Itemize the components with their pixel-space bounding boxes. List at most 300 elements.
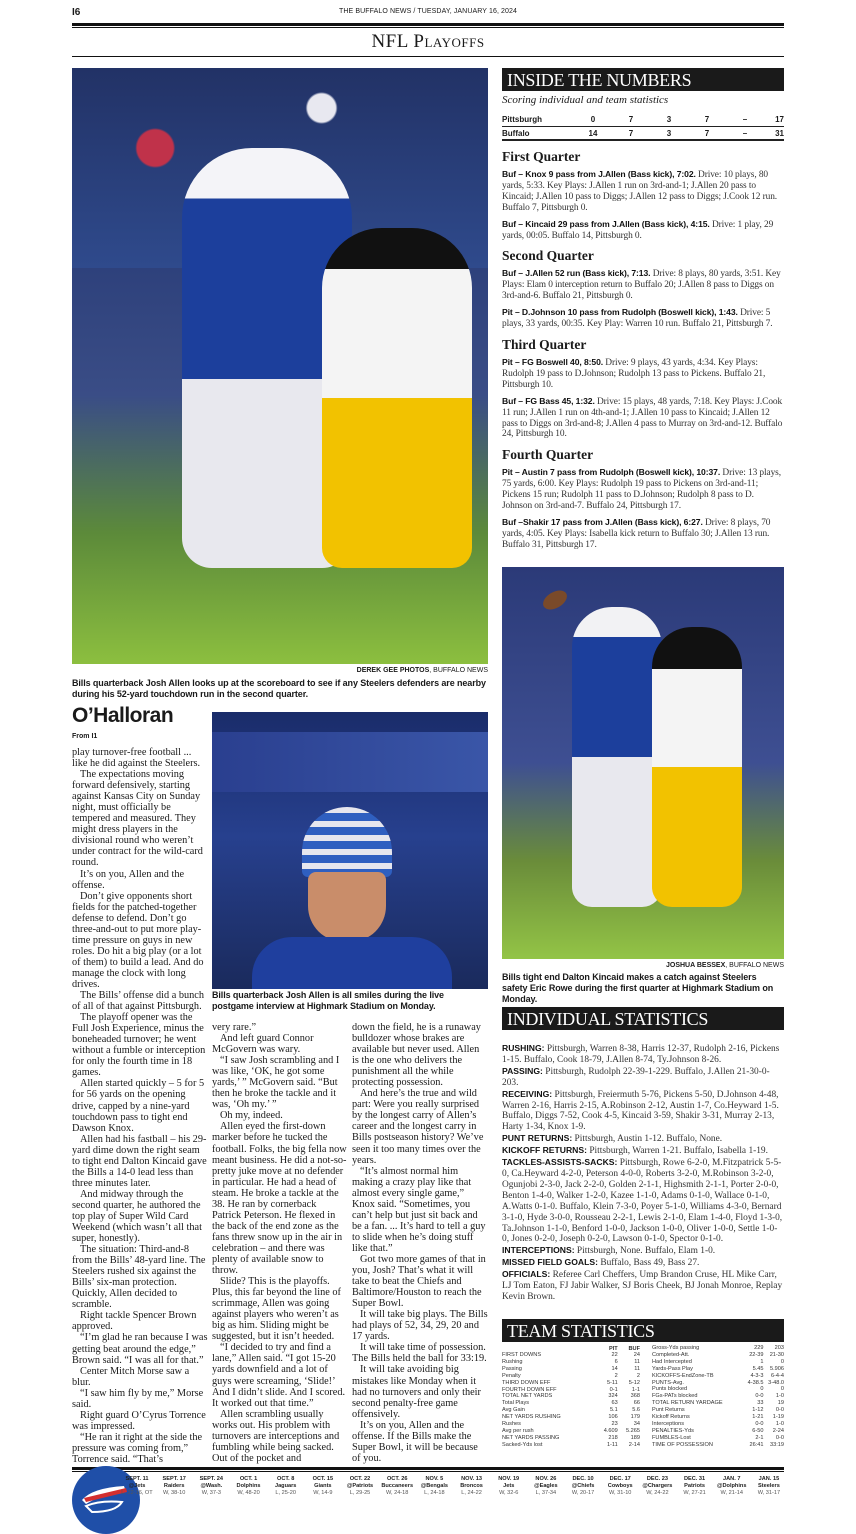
quarter-score: 7	[704, 115, 710, 124]
schedule-game	[343, 1476, 377, 1497]
game-opponent: @Bengals	[420, 1483, 448, 1489]
section-title: NFL Playoffs	[371, 31, 485, 52]
article-paragraph: The playoff opener was the Full Josh Experience, minus the boneheaded turnover; he went without a fumble or interception for only the fourth time in 18 games.	[72, 1012, 206, 1079]
team-stats-right	[652, 1345, 784, 1449]
header-blank	[502, 1345, 595, 1352]
photo-backdrop-banner	[212, 732, 488, 792]
stat-value: 5-12	[628, 1379, 640, 1386]
stat-value: 2	[614, 1372, 618, 1379]
stat-value: 5.265	[626, 1427, 640, 1434]
team-stats-row	[502, 1380, 640, 1387]
linescore-row	[502, 113, 784, 127]
scoring-play-detail: Drive: 1 play, 29 yards, 00:05. Buffalo 14, Pittsburgh 0.	[502, 219, 774, 241]
team-stats-row	[502, 1352, 640, 1359]
stat-value: 66	[633, 1400, 640, 1407]
credit-org: , BUFFALO NEWS	[725, 962, 784, 969]
team-stats-row	[502, 1373, 640, 1380]
team-stats-row	[502, 1400, 640, 1407]
stat-value: 1-0	[775, 1393, 784, 1400]
stat-text: Referee Carl Cheffers, Ump Brandon Cruse, HL Mike Carr, LJ Tom Eaton, FJ Jabir Walker, SJ Boris Cheek, BJ Jonah Monroe, Replay Kevin Brown.	[502, 1270, 783, 1302]
stat-name: Avg per rush	[502, 1427, 534, 1434]
stat-value: 14	[611, 1365, 618, 1372]
stat-value: 33	[757, 1400, 764, 1407]
team-header: PIT	[609, 1345, 618, 1352]
article-paragraph: Don’t give opponents short fields for the patched-together defense to defend. Don’t go three-and-out to put more play-time pressure on guys in new roles. Do hit a big play (or a lot of them) to build a lead. And do manage the clock with long drives.	[72, 890, 204, 990]
stat-text: Pittsburgh, Austin 1-12. Buffalo, None.	[572, 1134, 723, 1145]
schedule-game	[269, 1476, 303, 1497]
inside-numbers-subtitle: Scoring individual and team statistics	[502, 94, 669, 106]
stat-value: 5.45	[752, 1365, 764, 1372]
article-paragraph: “He ran it right at the side the pressure was coming from,” Torrence said. “That’s	[72, 1431, 203, 1465]
team-stats-title: TEAM STATISTICS	[502, 1319, 784, 1342]
stat-label: TACKLES-ASSISTS-SACKS:	[502, 1157, 618, 1168]
article-paragraph: “I’m glad he ran because I was getting beat around the edge,” Brown said. “I was all for that.”	[72, 1332, 208, 1366]
photo-football	[540, 587, 571, 614]
team-stats-row	[652, 1407, 784, 1414]
individual-stats-title: INDIVIDUAL STATISTICS	[502, 1007, 784, 1030]
article-paragraph: down the field, he is a runaway bulldozer whose brakes are available but never used. Allen is the one who delivers the punishment all the while protecting possession.	[352, 1022, 481, 1089]
game-result: L, 25-20	[275, 1490, 296, 1496]
game-opponent: Buccaneers	[381, 1483, 414, 1489]
game-opponent: Patriots	[684, 1483, 705, 1489]
stat-value: 26:41	[749, 1441, 764, 1448]
schedule-game	[157, 1476, 191, 1497]
stat-label: PASSING:	[502, 1065, 543, 1076]
stat-label: KICKOFF RETURNS:	[502, 1145, 587, 1156]
game-result: L, 37-34	[535, 1490, 557, 1496]
scoring-play	[502, 357, 784, 391]
article-paragraph: It will take avoiding big mistakes like Monday when it had no turnovers and only their second penalty-free game offensively.	[352, 1364, 481, 1420]
stat-value: 1-11	[606, 1441, 618, 1448]
scoring-play-lead: Buf – Kincaid 29 pass from J.Allen (Bass kick), 4:15.	[502, 218, 710, 229]
game-date: NOV. 5	[425, 1476, 444, 1482]
team-stats-row	[652, 1421, 784, 1428]
game-date: DEC. 10	[572, 1476, 594, 1482]
main-photo	[72, 68, 488, 664]
stat-value: 203	[774, 1345, 784, 1351]
photo-player-steeler	[322, 228, 472, 568]
jump-line: From I1	[72, 733, 98, 740]
article-paragraph: Allen had his fastball – his 29-yard dime down the right seam to tight end Dalton Kincaid gave the Bills a 14-0 lead less than three minutes later.	[72, 1133, 207, 1189]
game-result: W, 27-21	[683, 1490, 706, 1496]
article-paragraph: Allen scrambling usually works out. His problem with turnovers are interceptions and fumbling while being sacked. Out of the pocket and	[212, 1408, 340, 1464]
scoring-play	[502, 169, 784, 214]
article-paragraph: And midway through the second quarter, he authored the top play of Super Wild Card Weekend (which wasn’t all that super, honestly).	[72, 1188, 202, 1245]
scoring-play	[502, 517, 784, 551]
quarter-heading: Fourth Quarter	[502, 447, 594, 463]
stat-text: Pittsburgh, None. Buffalo, Elam 1-0.	[574, 1246, 716, 1257]
article-paragraph: Allen started quickly – 5 for 5 for 56 yards on the opening drive, capped by a nine-yard touchdown pass to tight end Dawson Knox.	[72, 1078, 205, 1134]
stat-value: 2-1	[755, 1434, 764, 1441]
stat-value: 1	[760, 1358, 764, 1365]
stat-name: FGs-PATs blocked	[652, 1393, 698, 1400]
stat-text: Pittsburgh, Rowe 6-2-0, M.Fitzpatrick 5-5-0, Ca.Heyward 4-2-0, Peterson 4-0-0, Roberts 3-2-0, M.Robinson 3-2-0, Ogunjobi 2-3-0, Jack 2-2-0, Golden 2-1-1, Highsmith 2-1-1, Porter 2-0-0, Benton 1-4-0, Walker 1-2-0, Kazee 1-1-0, Adams 0-1-0, Wallace 0-1-0, A.Watts 0-1-0. Buffalo, Klein 7-3-0, Poyer 5-1-0, Williams 4-3-0, Bernard 3-1-0, Hyde 3-0-0, Rousseau 2-2-1, Lewis 2-1-0, Elam 1-4-0, Floyd 1-3-0, Ta.Johnson 1-1-0, Benford 1-0-0, Jackson 1-0-0, Oliver 1-0-0, Settle 1-0-0, Jones 0-2-0, Joseph 0-2-0, Lawson 0-1-0, Spector 0-1-0.	[502, 1158, 783, 1245]
stat-value: 63	[611, 1400, 618, 1407]
game-result: L, 24-18	[424, 1490, 445, 1496]
team-stats-row	[502, 1407, 640, 1414]
stat-name: PUNTS-Avg.	[652, 1379, 684, 1386]
scoring-play-lead: Pit – Austin 7 pass from Rudolph (Boswell kick), 10:37.	[502, 467, 721, 478]
schedule-game	[529, 1476, 563, 1497]
article-paragraph: Center Mitch Morse saw a blur.	[72, 1365, 190, 1388]
stat-value: 0	[760, 1386, 764, 1393]
game-opponent: @Eagles	[534, 1483, 558, 1489]
quarter-score: 3	[666, 115, 672, 124]
scoring-play-detail: Drive: 8 plays, 70 yards, 4:05. Key Plays: Isabella kick return to Buffalo 30; J.Allen 13 run. Buffalo 31, Pittsburgh 17.	[502, 517, 771, 550]
quarter-score: 14	[588, 128, 598, 138]
scoring-play	[502, 307, 784, 330]
stat-value: 4.609	[603, 1427, 618, 1434]
article-paragraph: And here’s the true and wild part: Were you really surprised by the longest carry of Allen’s career and the longest carry in Bills postseason history? We’ve seen it too many times over the years.	[352, 1088, 484, 1166]
stat-value: 5.906	[770, 1365, 784, 1372]
scoring-play-lead: Pit – D.Johnson 10 pass from Rudolph (Boswell kick), 1:43.	[502, 307, 738, 318]
dateline: THE BUFFALO NEWS / TUESDAY, JANUARY 16, 2024	[338, 8, 518, 15]
game-result: W, 48-20	[237, 1490, 260, 1496]
stat-entry	[502, 1145, 784, 1157]
game-result: W, 31-10	[609, 1490, 632, 1496]
stat-entry	[502, 1089, 784, 1134]
article-paragraph: It will take big plays. The Bills had plays of 52, 34, 29, 20 and 17 yards.	[352, 1309, 488, 1343]
team-stats-row	[502, 1435, 640, 1442]
game-date: NOV. 19	[498, 1476, 520, 1482]
credit-org: , BUFFALO NEWS	[429, 667, 488, 674]
team-stats-row	[652, 1373, 784, 1380]
team-stats-row	[652, 1359, 784, 1366]
game-result: W, 38-10	[162, 1490, 186, 1496]
stat-entry	[502, 1257, 784, 1269]
stat-entry	[502, 1245, 784, 1257]
stat-label: PUNT RETURNS:	[502, 1133, 573, 1144]
team-stats-row	[652, 1352, 784, 1359]
stat-entry	[502, 1133, 784, 1145]
article-column-1	[72, 747, 208, 1465]
stat-value: 179	[630, 1414, 640, 1421]
photo-beanie	[302, 807, 392, 877]
article-paragraph: Right guard O’Cyrus Torrence was impressed.	[72, 1409, 206, 1432]
stat-value: 4-3-3	[750, 1372, 764, 1379]
scoring-play-lead: Pit – FG Boswell 40, 8:50.	[502, 356, 604, 367]
stat-value: 0-0	[755, 1420, 764, 1427]
third-photo	[502, 567, 784, 959]
stat-label: OFFICIALS:	[502, 1269, 551, 1280]
schedule-game	[603, 1476, 637, 1497]
stat-value: 189	[630, 1434, 640, 1441]
game-opponent: @Chiefs	[571, 1483, 595, 1489]
stat-value: 34	[633, 1421, 640, 1428]
team-stats-row	[652, 1442, 784, 1449]
team-stats-row	[652, 1435, 784, 1442]
stat-value: 5.6	[632, 1407, 640, 1414]
stat-text: Buffalo, Bass 49, Bass 27.	[597, 1258, 700, 1269]
stat-name: Rushes	[502, 1421, 521, 1428]
game-result: W, 24-22	[646, 1490, 669, 1496]
stat-value: 22-39	[749, 1351, 764, 1358]
stat-name: Punt Returns	[652, 1407, 685, 1414]
stat-text: Pittsburgh, Rudolph 22-39-1-229. Buffalo, J.Allen 21-30-0-203.	[502, 1066, 770, 1088]
stat-value: 1-1	[631, 1386, 640, 1393]
schedule-game	[417, 1476, 451, 1497]
stat-value: 1-19	[772, 1414, 784, 1421]
stat-text: Pittsburgh, Warren 1-21. Buffalo, Isabella 1-19.	[586, 1146, 768, 1157]
stat-value: 0-0	[755, 1393, 764, 1400]
quarter-score: 7	[704, 128, 710, 138]
stat-name: Sacked-Yds lost	[502, 1441, 543, 1448]
stat-value: 21-30	[769, 1351, 784, 1358]
team-stats-row	[652, 1345, 784, 1352]
game-date: NOV. 26	[535, 1476, 557, 1482]
stat-value: 23	[611, 1421, 618, 1428]
stat-entry	[502, 1269, 784, 1303]
stat-value: 19	[777, 1400, 784, 1407]
quarter-score: 7	[628, 128, 634, 138]
game-result: W, 37-3	[201, 1490, 221, 1496]
game-result: L, 22-16, OT	[121, 1490, 153, 1496]
photo-player-kincaid	[572, 607, 662, 907]
stat-value: 0-0	[775, 1407, 784, 1414]
schedule-game	[306, 1476, 340, 1497]
stat-name: TOTAL NET YARDS	[502, 1393, 553, 1400]
team-stats-left	[502, 1345, 640, 1449]
stat-name: Had Intercepted	[652, 1358, 692, 1365]
game-opponent: Broncos	[460, 1483, 483, 1489]
team-stats-row	[652, 1393, 784, 1400]
scoring-play-detail: Drive: 5 plays, 33 yards, 00:35. Key Play: Warren 10 run. Buffalo 21, Pittsburgh 7.	[502, 308, 773, 330]
schedule-game	[232, 1476, 266, 1497]
inside-numbers-title: INSIDE THE NUMBERS	[502, 68, 784, 91]
team-stats-row	[502, 1442, 640, 1449]
quarter-score: –	[742, 115, 748, 124]
third-photo-credit	[502, 962, 784, 969]
linescore-table	[502, 113, 784, 141]
linescore-row	[502, 127, 784, 141]
schedule-game	[640, 1476, 674, 1497]
scoring-play-detail: Drive: 9 plays, 43 yards, 4:34. Key Plays: Rudolph 19 pass to D.Johnson; Rudolph 13 pass to Pickens. Buffalo 21, Pittsburgh 10.	[502, 357, 766, 390]
article-column-3	[352, 1022, 488, 1464]
team-name: Buffalo	[502, 128, 530, 138]
game-result: W, 32-6	[499, 1490, 519, 1496]
scoring-play-lead: Buf – FG Bass 45, 1:32.	[502, 395, 595, 406]
stat-name: Punts blocked	[652, 1386, 688, 1393]
stat-value: 5.1	[609, 1407, 618, 1414]
game-result: W, 20-17	[571, 1490, 595, 1496]
article-paragraph: very rare.”	[212, 1022, 257, 1033]
schedule-game	[752, 1476, 786, 1497]
game-opponent: Raiders	[163, 1483, 185, 1489]
article-paragraph: Oh my, indeed.	[220, 1110, 283, 1122]
article-paragraph: “I decided to try and find a lane,” Allen said. “I got 15-20 yards downfield and a lot of guys were screaming, ‘Slide!’ And I didn’t slide. And I scored. It worked out that time.”	[212, 1342, 346, 1409]
stat-name: TIME OF POSSESSION	[652, 1441, 713, 1448]
individual-stats-text	[502, 1043, 784, 1303]
game-opponent: Cowboys	[607, 1483, 633, 1489]
stat-name: FOURTH DOWN EFF	[502, 1386, 557, 1393]
team-header: BUF	[628, 1345, 640, 1352]
scoring-play-detail: Drive: 13 plays, 75 yards, 6:00. Key Plays: Rudolph 19 pass to Pickens on 3rd-and-11; Pickens 15 run; Rudolph 11 pass to D.Johnson; Rudolph 8 pass to D. Johnson on 3rd-and-7. Buffalo 24, Pittsburgh 17.	[502, 468, 781, 512]
stat-name: Interceptions	[652, 1420, 685, 1427]
stat-value: 22	[611, 1352, 618, 1358]
stat-value: 368	[630, 1393, 640, 1400]
stat-value: 2-14	[628, 1441, 640, 1448]
stat-name: Passing	[502, 1365, 522, 1372]
scoring-summary	[502, 147, 784, 556]
second-photo	[212, 712, 488, 989]
stat-value: 1-0	[775, 1420, 784, 1427]
article-paragraph: It’s on you, Allen and the offense.	[72, 868, 185, 891]
game-opponent: @Dolphins	[717, 1483, 747, 1489]
scoring-play	[502, 268, 784, 302]
stat-name: Total Plays	[502, 1400, 530, 1407]
article-paragraph: Got two more games of that in you, Josh? That’s what it will take to beat the Chiefs and Baltimore/Houston to reach the Super Bowl.	[352, 1253, 486, 1310]
stat-label: RECEIVING:	[502, 1088, 553, 1099]
quarter-score: 3	[666, 128, 672, 138]
season-schedule	[120, 1476, 786, 1497]
stat-value: 2	[636, 1372, 640, 1379]
game-opponent: Steelers	[758, 1483, 780, 1489]
scoring-play	[502, 467, 784, 512]
stat-value: 2-24	[772, 1427, 784, 1434]
stat-name: KICKOFFS-EndZone-TB	[652, 1372, 714, 1379]
article-paragraph: “I saw him fly by me,” Morse said.	[72, 1387, 204, 1410]
section-rule	[72, 56, 784, 57]
schedule-game	[380, 1476, 414, 1497]
article-paragraph: The situation: Third-and-8 from the Bills’ 48-yard line. The Steelers rushed six against the Bills’ six-man protection. Quickly, Allen decided to scramble.	[72, 1244, 206, 1311]
stat-value: 0-1	[609, 1386, 618, 1393]
main-photo-caption: Bills quarterback Josh Allen looks up at the scoreboard to see if any Steelers defenders are nearby during his 52-yard touchdown run in the second quarter.	[72, 678, 486, 699]
stat-name: NET YARDS PASSING	[502, 1434, 560, 1441]
game-result: W, 31-17	[757, 1490, 781, 1496]
team-stats-row	[502, 1421, 640, 1428]
stat-value: 33:19	[770, 1441, 784, 1448]
stat-value: 11	[634, 1365, 640, 1372]
total-score: 31	[775, 128, 784, 138]
stat-name: FUMBLES-Lost	[652, 1434, 691, 1441]
game-date: SEPT. 17	[162, 1476, 186, 1482]
quarter-heading: Second Quarter	[502, 248, 594, 264]
article-paragraph: “I saw Josh scrambling and I was like, ‘OK, he got some yards,’ ” McGovern said. “But then he broke the tackle and it was, ‘Oh my.’ ”	[212, 1055, 340, 1111]
stat-name: Completed-Att.	[652, 1351, 690, 1358]
scoring-play	[502, 396, 784, 441]
stat-value: 229	[754, 1345, 764, 1351]
quarter-heading: First Quarter	[502, 149, 581, 164]
stat-name: FIRST DOWNS	[502, 1352, 542, 1358]
game-date: OCT. 1	[239, 1476, 258, 1482]
schedule-game	[492, 1476, 526, 1497]
stat-label: INTERCEPTIONS:	[502, 1245, 575, 1256]
article-paragraph: It’s on you, Allen and the offense. If the Bills make the Super Bowl, it will be because of you.	[352, 1419, 478, 1464]
scoring-play-detail: Drive: 8 plays, 80 yards, 3:51. Key Plays: Elam 0 interception return to Buffalo 20; J.Allen 8 pass to Diggs on 3rd-and-6. Buffalo 21, Pittsburgh 0.	[502, 269, 781, 302]
stat-name: Gross-Yds passing	[652, 1345, 700, 1351]
stat-name: TOTAL RETURN YARDAGE	[652, 1400, 723, 1407]
stat-value: 24	[633, 1352, 640, 1358]
stat-value: 1-21	[752, 1414, 764, 1421]
quarter-score: 7	[628, 115, 634, 124]
team-stats-row	[652, 1380, 784, 1387]
team-stats-row	[502, 1393, 640, 1400]
schedule-game	[566, 1476, 600, 1497]
stat-entry	[502, 1157, 784, 1245]
game-date: OCT. 26	[386, 1476, 408, 1482]
game-date: DEC. 23	[646, 1476, 668, 1482]
stat-name: NET YARDS RUSHING	[502, 1414, 561, 1421]
article-headline: O’Halloran	[72, 704, 174, 727]
stat-text: Pittsburgh, Freiermuth 5-76, Pickens 5-50, D.Johnson 4-48, Warren 2-16, Harris 2-15, A.Robinson 2-12, Austin 1-7, Co.Heyward 1-5. Buffalo, Diggs 7-52, Cook 4-5, Kincaid 3-59, Shakir 3-31, Murray 2-13, Harty 1-34, Knox 1-9.	[502, 1089, 779, 1133]
game-date: JAN. 15	[758, 1476, 780, 1482]
stat-name: Avg Gain	[502, 1407, 525, 1414]
scoring-play	[502, 219, 784, 242]
game-opponent: Jaguars	[274, 1483, 297, 1489]
game-result: L, 24-22	[461, 1490, 482, 1496]
stat-value: 4-38.5	[747, 1379, 764, 1386]
article-paragraph: Slide? This is the playoffs. Plus, this far beyond the line of scrimmage, Allen was going against players who weren’t as big as him. Sliding might be suggested, but it isn’t heeded.	[212, 1276, 341, 1343]
article-paragraph: Right tackle Spencer Brown approved.	[72, 1310, 197, 1333]
stat-label: RUSHING:	[502, 1043, 545, 1053]
stat-value: 6-4-4	[770, 1372, 784, 1379]
quarter-score: 0	[590, 115, 596, 124]
stat-value: 6-50	[752, 1427, 764, 1434]
schedule-game	[194, 1476, 228, 1497]
stat-value: 0	[780, 1358, 784, 1365]
photo-face	[308, 872, 386, 942]
team-stats-row	[652, 1386, 784, 1393]
article-paragraph: It will take time of possession. The Bills held the ball for 33:19.	[352, 1342, 487, 1365]
game-date: OCT. 8	[276, 1476, 295, 1482]
team-stats-row	[652, 1400, 784, 1407]
team-name: Pittsburgh	[502, 115, 542, 124]
game-opponent: Dolphins	[236, 1483, 261, 1489]
game-date: SEPT. 11	[125, 1476, 149, 1482]
scoring-play-lead: Buf –Shakir 17 pass from J.Allen (Bass kick), 6:27.	[502, 516, 703, 527]
stat-label: MISSED FIELD GOALS:	[502, 1257, 598, 1268]
masthead-rule	[72, 23, 784, 28]
game-result: L, 29-25	[349, 1490, 371, 1496]
stat-entry	[502, 1043, 784, 1066]
game-date: OCT. 22	[349, 1476, 371, 1482]
stat-name: Penalty	[502, 1372, 521, 1379]
stat-value: 11	[634, 1358, 640, 1365]
team-stats-row	[652, 1366, 784, 1373]
photographer: JOSHUA BESSEX	[666, 962, 726, 969]
scoring-play-lead: Buf – Knox 9 pass from J.Allen (Bass kick), 7:02.	[502, 169, 696, 179]
article-paragraph: The Bills’ offense did a bunch of all of that against Pittsburgh.	[72, 990, 205, 1013]
game-date: SEPT. 24	[199, 1476, 223, 1482]
article-column-2	[212, 1022, 348, 1464]
photo-jersey	[252, 937, 452, 989]
photographer: DEREK GEE PHOTOS	[356, 667, 430, 674]
stat-name: Rushing	[502, 1358, 523, 1365]
article-paragraph: The expectations moving forward defensively, starting against Kansas City on Sunday night, must officially be tempered and measured. They might dress players in the divisional round who weren’t under contract for the wild-card round.	[72, 769, 203, 869]
stat-value: 0	[780, 1386, 784, 1393]
stat-value: 6	[614, 1358, 618, 1365]
team-stats-row	[502, 1359, 640, 1366]
quarter-heading: Third Quarter	[502, 336, 587, 352]
schedule-game	[455, 1476, 489, 1497]
quarter-score: –	[742, 128, 748, 138]
schedule-game	[678, 1476, 712, 1497]
game-opponent: @Jets	[128, 1483, 146, 1489]
stat-name: PENALTIES-Yds	[652, 1427, 694, 1434]
game-opponent: @Patriots	[346, 1483, 374, 1489]
game-result: W, 24-18	[386, 1490, 409, 1496]
schedule-game	[120, 1476, 154, 1497]
stat-value: 5-11	[606, 1379, 618, 1386]
scoring-play-lead: Buf – J.Allen 52 run (Bass kick), 7:13.	[502, 268, 651, 279]
schedule-game	[715, 1476, 749, 1497]
game-result: W, 21-14	[720, 1490, 743, 1496]
scoring-play-detail: Drive: 10 plays, 80 yards, 5:33. Key Plays: J.Allen 1 run on 3rd-and-1; J.Allen 20 pass to Kincaid; J.Allen 10 pass to Diggs; J.Allen 12 pass to Diggs; J.Cook 12 run. Buffalo 7, Pittsburgh 0.	[502, 170, 778, 213]
stat-value: 106	[608, 1414, 618, 1421]
main-photo-credit	[72, 667, 488, 674]
game-opponent: Jets	[503, 1483, 515, 1489]
stat-value: 3-48.0	[768, 1379, 784, 1386]
